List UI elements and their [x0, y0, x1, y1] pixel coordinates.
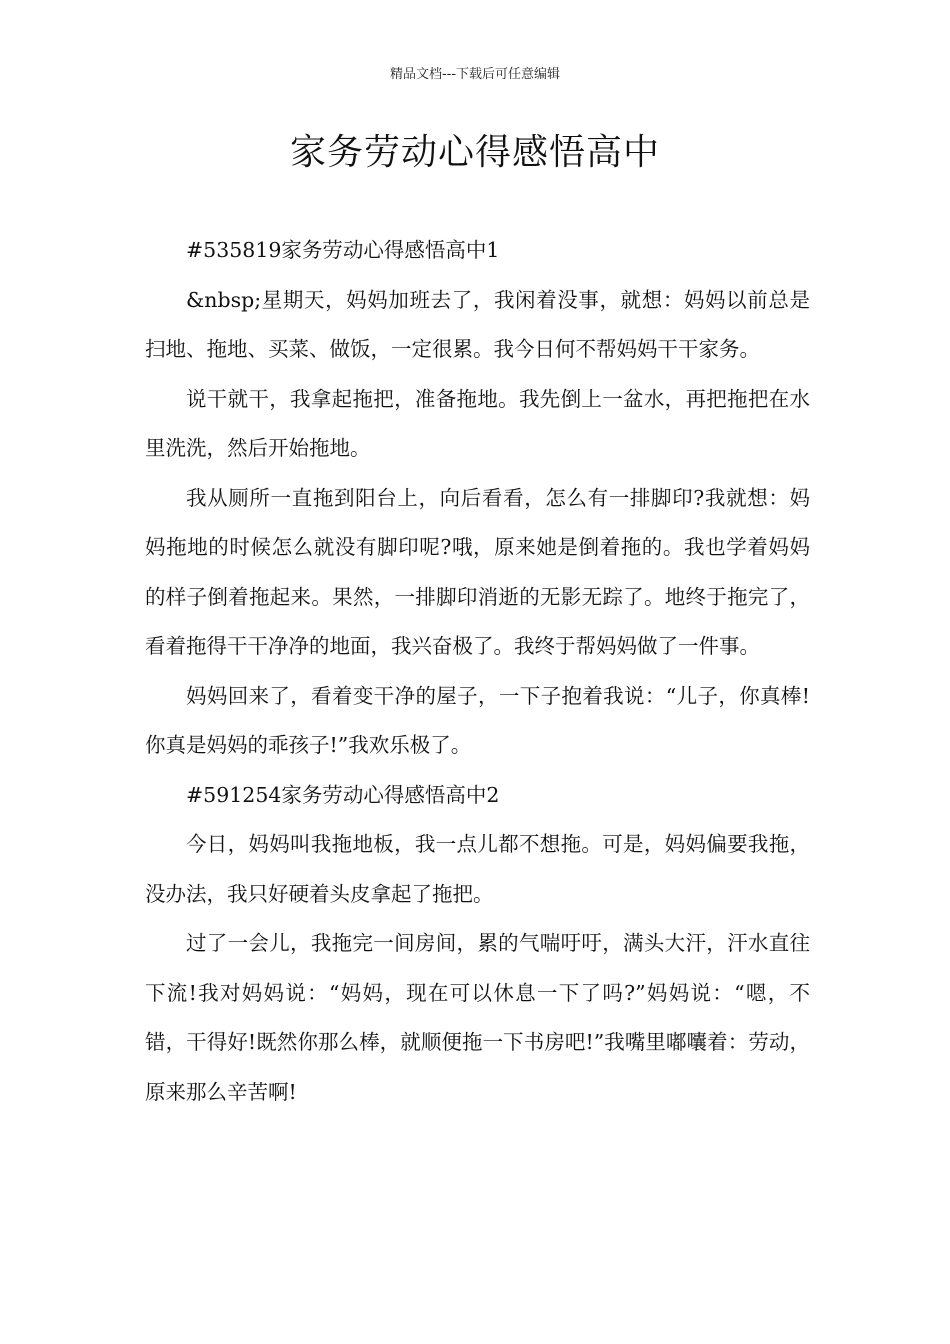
document-title: 家务劳动心得感悟高中: [289, 132, 660, 173]
paragraph: 我从厕所一直拖到阳台上，向后看看，怎么有一排脚印?我就想：妈妈拖地的时候怎么就没有脚印呢?哦，原来她是倒着拖的。我也学着妈妈的样子倒着拖起来。果然，一排脚印消逝的无影无踪了。地终于拖完了，看着拖得干干净净的地面，我兴奋极了。我终于帮妈妈做了一件事。: [145, 485, 810, 658]
paragraph: 说干就干，我拿起拖把，准备拖地。我先倒上一盆水，再把拖把在水里洗洗，然后开始拖地。: [145, 386, 810, 460]
document-body: [145, 226, 810, 1117]
section-heading: #591254家务劳动心得感悟高中2: [186, 782, 500, 807]
paragraph: &nbsp;星期天，妈妈加班去了，我闲着没事，就想：妈妈以前总是扫地、拖地、买菜、做饭，一定很累。我今日何不帮妈妈干干家务。: [145, 287, 810, 361]
header-note: 精品文档---下载后可任意编辑: [389, 67, 561, 82]
paragraph: 今日，妈妈叫我拖地板，我一点儿都不想拖。可是，妈妈偏要我拖，没办法，我只好硬着头皮拿起了拖把。: [145, 832, 810, 906]
section-2: [145, 771, 810, 1118]
paragraph: 过了一会儿，我拖完一间房间，累的气喘吁吁，满头大汗，汗水直往下流!我对妈妈说：“妈妈，现在可以休息一下了吗?”妈妈说：“嗯，不错，干得好!既然你那么棒，就顺便拖一下书房吧!”我嘴里嘟囔着：劳动，原来那么辛苦啊!: [145, 931, 810, 1104]
paragraph: 妈妈回来了，看着变干净的屋子，一下子抱着我说：“儿子，你真棒!你真是妈妈的乖孩子!”我欢乐极了。: [145, 683, 810, 757]
section-1: [145, 226, 810, 771]
section-heading: #535819家务劳动心得感悟高中1: [186, 238, 500, 262]
